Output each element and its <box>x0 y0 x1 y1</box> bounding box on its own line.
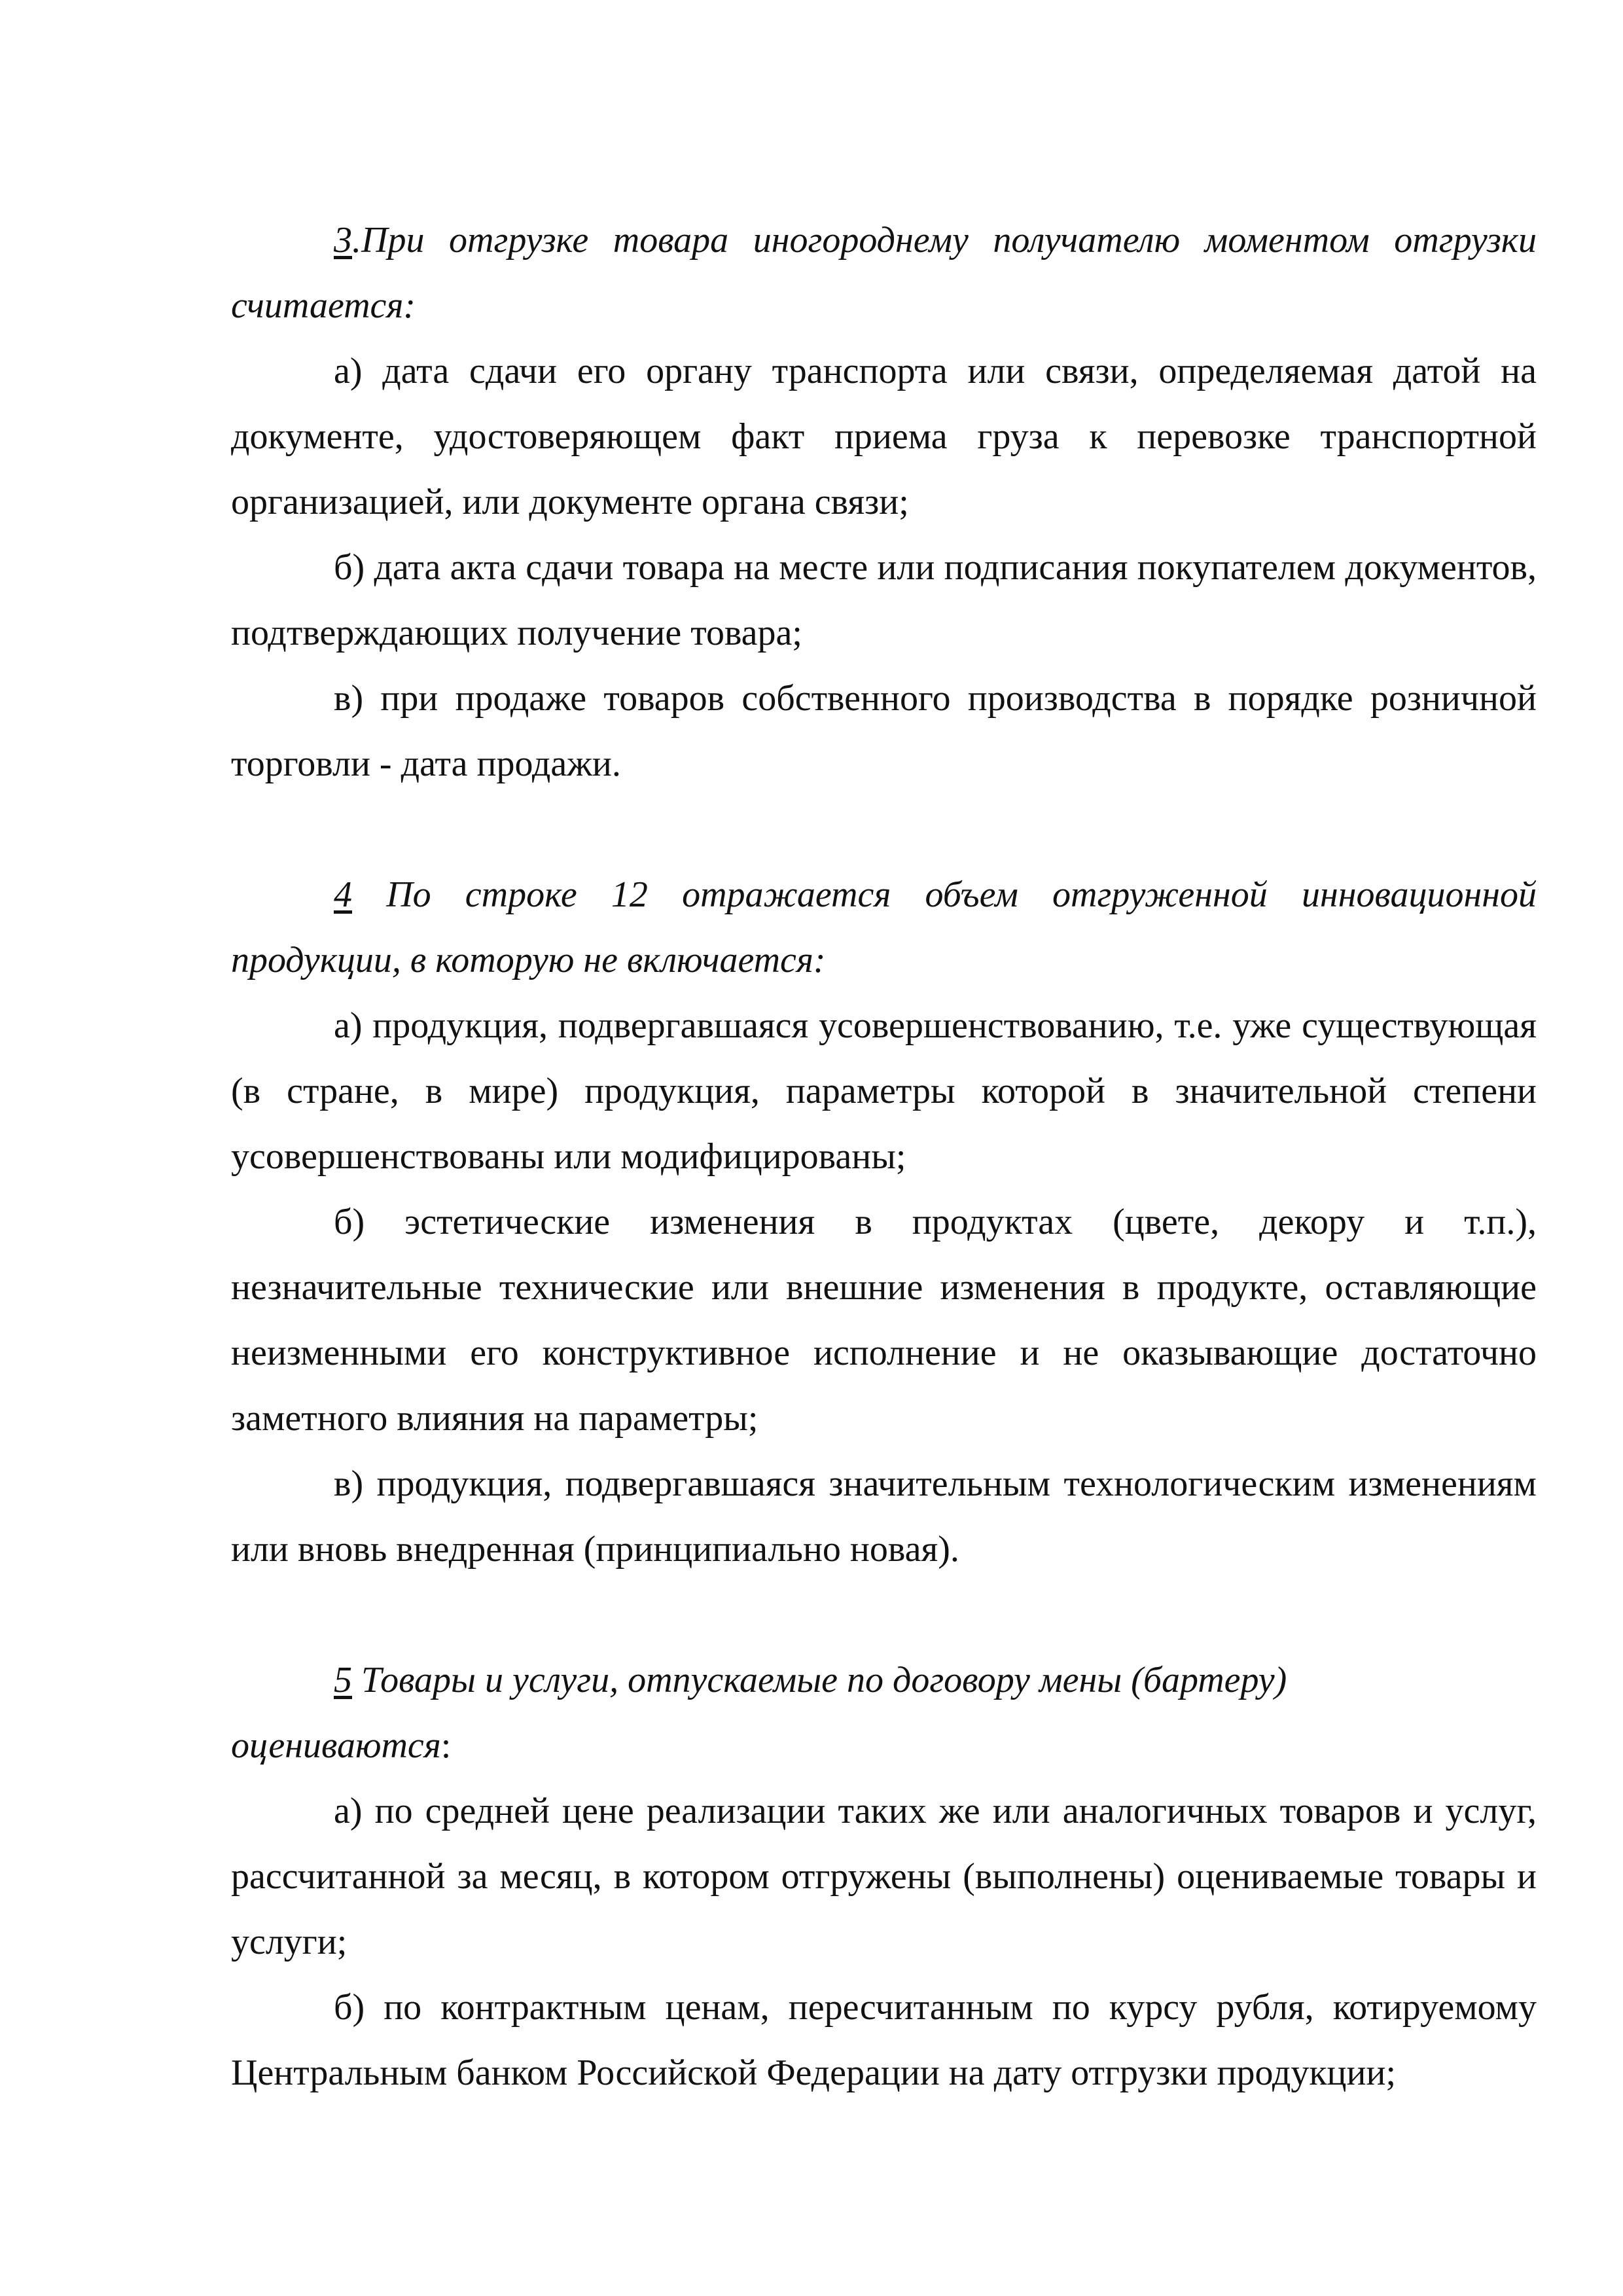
heading-separator <box>352 1660 361 1700</box>
section-number: 4 <box>334 874 352 915</box>
heading-separator <box>352 874 386 915</box>
list-item: б) по контрактным ценам, пересчитанным по курсу рубля, котируемому Центральным банком Российской Федерации на дату отгрузки продукции; <box>231 1987 1537 2093</box>
section-heading <box>231 862 1537 993</box>
section-4 <box>231 862 1537 1582</box>
list-item: б) дата акта сдачи товара на месте или подписания покупателем документов, подтверждающих получение товара; <box>231 547 1537 653</box>
heading-text-line2: оцениваются <box>231 1725 441 1766</box>
document-page <box>231 207 1537 2106</box>
list-item: б) эстетические изменения в продуктах (цвете, декору и т.п.), незначительные технические или внешние изменения в продукте, оставляющие неизменными его конструктивное исполнение и не оказывающие достаточно заметного влияния на параметры; <box>231 1202 1537 1439</box>
section-5 <box>231 1647 1537 2106</box>
section-heading-continuation <box>231 1713 1537 1778</box>
list-item: а) дата сдачи его органу транспорта или связи, определяемая датой на документе, удостоверяющем факт приема груза к перевозке транспортной организацией, или документе органа связи; <box>231 351 1537 522</box>
list-item: в) при продаже товаров собственного производства в порядке розничной торговли - дата продажи. <box>231 678 1537 784</box>
section-number: 5 <box>334 1660 352 1700</box>
section-number: 3 <box>334 220 352 260</box>
heading-separator: . <box>352 220 361 260</box>
section-3 <box>231 207 1537 797</box>
list-item: а) по средней цене реализации таких же или аналогичных товаров и услуг, рассчитанной за месяц, в котором отгружены (выполнены) оцениваемые товары и услуги; <box>231 1791 1537 1962</box>
heading-text: При отгрузке товара иногороднему получателю моментом отгрузки считается: <box>231 220 1537 326</box>
section-heading <box>231 207 1537 338</box>
list-item: а) продукция, подвергавшаяся усовершенствованию, т.е. уже существующая (в стране, в мире) продукция, параметры которой в значительной степени усовершенствованы или модифицированы; <box>231 1005 1537 1177</box>
heading-colon: : <box>440 1725 452 1766</box>
list-item: в) продукция, подвергавшаяся значительным технологическим изменениям или вновь внедренная (принципиально новая). <box>231 1463 1537 1570</box>
heading-text: Товары и услуги, отпускаемые по договору мены (бартеру) <box>361 1660 1287 1700</box>
section-heading <box>231 1647 1537 1713</box>
heading-text: По строке 12 отражается объем отгруженной инновационной продукции, в которую не включается: <box>231 874 1537 980</box>
